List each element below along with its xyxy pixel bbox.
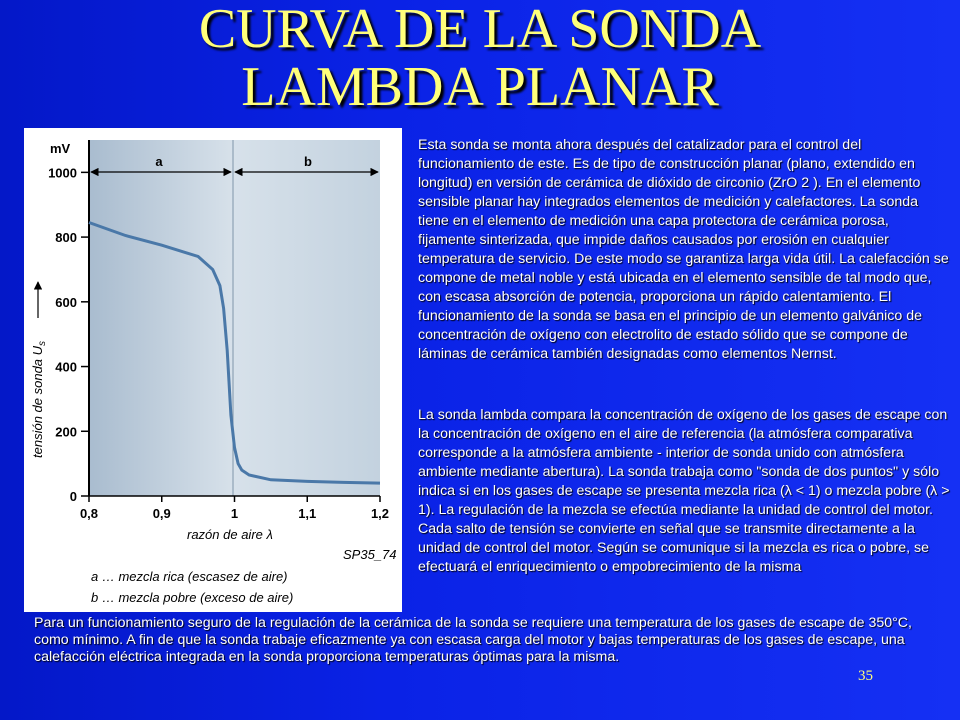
rich-region bbox=[89, 140, 233, 496]
y-axis-title bbox=[30, 341, 48, 458]
x-axis-title: razón de aire λ bbox=[187, 527, 273, 542]
legend-rich: a … mezcla rica (escasez de aire) bbox=[91, 569, 288, 584]
y-axis-title-text: tensión de sonda U bbox=[30, 345, 45, 458]
y-tick-label: 1000 bbox=[48, 165, 77, 181]
x-tick-label: 1,2 bbox=[370, 506, 390, 521]
title-line-2: LAMBDA PLANAR bbox=[241, 56, 719, 118]
y-unit-label: mV bbox=[50, 141, 71, 156]
legend-lean: b … mezcla pobre (exceso de aire) bbox=[91, 590, 294, 605]
y-axis-title-subscript: s bbox=[37, 340, 48, 346]
lambda-curve-chart bbox=[24, 128, 402, 612]
x-tick-label: 1,1 bbox=[298, 506, 317, 521]
x-tick-label: 0,9 bbox=[152, 506, 171, 521]
x-tick-label: 0,8 bbox=[79, 506, 99, 521]
x-ticks bbox=[80, 496, 389, 521]
y-tick-label: 0 bbox=[69, 489, 77, 504]
slide-title bbox=[0, 0, 960, 116]
description-paragraph-2: La sonda lambda compara la concentración de oxígeno de los gases de escape con la concentración de oxígeno en el aire de referencia (la atmósfera comparativa corresponde a la atmósfera ambiente - interior de sonda unido con atmósfera ambiente mediante abertura). La sonda trabaja como "sonda de dos puntos" y sólo indica si en los gases de escape se presenta mezcla rica (λ < 1) o mezcla pobre (λ > 1). La regulación de la mezcla se efectúa mediante la unidad de control del motor. Cada salto de tensión se convierte en señal que se transmite directamente a la unidad de control del motor. Según se comunique si la mezcla es rica o pobre, se efectuará el enriquecimiento o empobrecimiento de la misma bbox=[418, 407, 950, 575]
y-tick-label: 600 bbox=[55, 294, 77, 310]
y-tick-label: 200 bbox=[55, 424, 77, 440]
figure-code: SP35_74 bbox=[343, 547, 397, 562]
region-b-label: b bbox=[304, 154, 312, 169]
y-tick-label: 800 bbox=[55, 230, 77, 246]
lean-region bbox=[233, 140, 380, 496]
x-tick-label: 1 bbox=[230, 506, 239, 521]
page-number: 35 bbox=[858, 668, 873, 684]
description-paragraph-1: Esta sonda se monta ahora después del catalizador para el control del funcionamiento de este. Es de tipo de construcción planar (plano, extendido en longitud) en versión de cerámica de dióxido de circonio (ZrO 2 ). En el elemento sensible planar hay integrados elementos de medición y calefactores. La sonda tiene en el elemento de medición una capa protectora de cerámica porosa, fijamente sinterizada, que impide daños causados por erosión en cualquier temperatura de servicio. De este modo se garantiza larga vida útil. La calefacción se compone de metal noble y está ubicada en el elemento sensible de tal modo que, con escasa absorción de potencia, proporciona un rápido calentamiento. El funcionamiento de la sonda se basa en el principio de un elemento galvánico de concentración de oxígeno con electrolito de estado sólido que se compone de láminas de cerámica también designadas como elementos Nernst. bbox=[418, 137, 949, 362]
svg-text:tensión de sonda Us bbox=[30, 341, 48, 458]
y-tick-label: 400 bbox=[55, 359, 77, 375]
title-line-1: CURVA DE LA SONDA bbox=[198, 0, 762, 60]
y-ticks bbox=[48, 165, 89, 504]
description-paragraph-3: Para un funcionamiento seguro de la regulación de la cerámica de la sonda se requiere una temperatura de los gases de escape de 350°C, como mínimo. A fin de que la sonda trabaje eficazmente ya con escasa carga del motor y bajas temperaturas de los gases de escape, una calefacción eléctrica integrada en la sonda proporciona temperaturas óptimas para la misma. bbox=[34, 615, 912, 665]
region-a-label: a bbox=[155, 154, 163, 169]
lambda-curve-figure bbox=[24, 128, 402, 612]
